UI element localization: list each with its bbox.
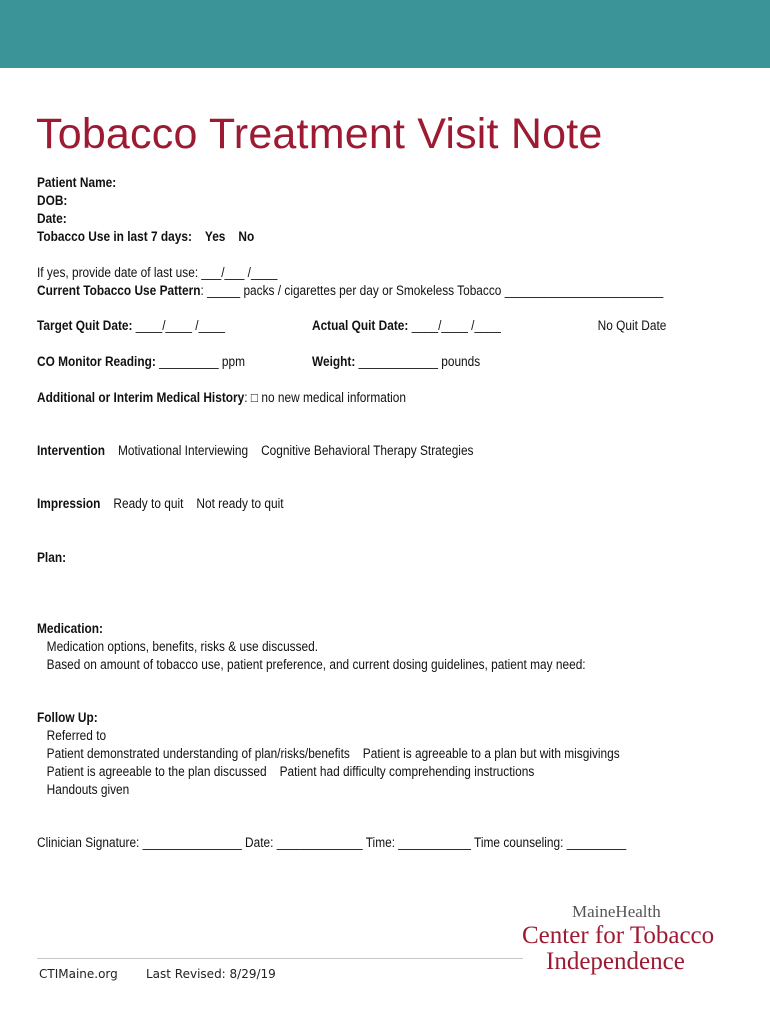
co-monitor-row — [37, 353, 245, 371]
followup-option-1 — [37, 727, 106, 745]
misgivings-label: Patient is agreeable to a plan but with misgivings — [362, 746, 620, 761]
agreeable-label: Patient is agreeable to the plan discussed — [46, 764, 267, 779]
mi-label: Motivational Interviewing — [117, 443, 249, 458]
target-quit-label: Target Quit Date: — [37, 318, 133, 333]
no-quit-date-row — [588, 317, 666, 335]
yes-label: Yes — [204, 229, 226, 244]
target-quit-blank: ____/____ /____ — [135, 318, 226, 333]
medical-history-text: : □ no new medical information — [244, 390, 406, 405]
dob-label: DOB: — [37, 193, 68, 208]
med-dosing-label: Based on amount of tobacco use, patient preference, and current dosing guidelines, patient may need: — [46, 657, 586, 672]
intervention-row — [37, 442, 473, 460]
intervention-label: Intervention — [37, 443, 105, 458]
logo-line1: Center for Tobacco — [522, 922, 715, 949]
target-quit-row — [37, 317, 225, 335]
signature-line: Clinician Signature: _______________ Date: _____________ Time: ___________ Time counseling: _________ — [37, 835, 627, 850]
med-options-label: Medication options, benefits, risks & use discussed. — [46, 639, 319, 654]
understanding-label: Patient demonstrated understanding of plan/risks/benefits — [46, 746, 350, 761]
last-use-line: If yes, provide date of last use: ___/___ /____ — [37, 265, 278, 280]
medication-option-2 — [37, 656, 586, 674]
pattern-label: Current Tobacco Use Pattern — [37, 283, 201, 298]
medical-history-row — [37, 389, 406, 407]
impression-label: Impression — [37, 496, 101, 511]
logo-line2: Independence — [546, 948, 685, 975]
plan-label: Plan: — [37, 550, 67, 565]
footer-website: CTIMaine.org — [39, 967, 118, 981]
followup-option-2 — [37, 745, 620, 763]
actual-quit-blank: ____/____ /____ — [411, 318, 501, 333]
no-label: No — [238, 229, 255, 244]
co-monitor-blank: _________ ppm — [159, 354, 245, 369]
impression-row — [37, 495, 284, 513]
actual-quit-row — [312, 317, 501, 335]
cbt-label: Cognitive Behavioral Therapy Strategies — [261, 443, 474, 458]
followup-label: Follow Up: — [37, 710, 98, 725]
ready-label: Ready to quit — [113, 496, 184, 511]
tobacco-use-row — [37, 228, 254, 246]
not-ready-label: Not ready to quit — [196, 496, 284, 511]
referred-label: Referred to — [46, 728, 107, 743]
page-title: Tobacco Treatment Visit Note — [36, 110, 603, 158]
co-monitor-label: CO Monitor Reading: — [37, 354, 156, 369]
weight-label: Weight: — [312, 354, 356, 369]
pattern-text: : _____ packs / cigarettes per day or Smokeless Tobacco ________________________ — [200, 283, 664, 298]
no-quit-date-label: No Quit Date — [597, 318, 667, 333]
weight-blank: ____________ pounds — [358, 354, 481, 369]
medication-option-1 — [37, 638, 318, 656]
header-bar — [0, 0, 770, 68]
medication-label: Medication: — [37, 621, 104, 636]
difficulty-label: Patient had difficulty comprehending instructions — [279, 764, 535, 779]
tobacco-use-label: Tobacco Use in last 7 days: — [37, 229, 192, 244]
patient-name-label: Patient Name: — [37, 175, 117, 190]
medical-history-label: Additional or Interim Medical History — [37, 390, 245, 405]
actual-quit-label: Actual Quit Date: — [312, 318, 409, 333]
followup-option-3 — [37, 763, 534, 781]
weight-row — [312, 353, 480, 371]
followup-option-4 — [37, 781, 129, 799]
date-label: Date: — [37, 211, 67, 226]
logo-org: MaineHealth — [572, 902, 661, 921]
footer-divider — [37, 958, 523, 959]
tobacco-pattern-row — [37, 282, 663, 300]
footer-revised: Last Revised: 8/29/19 — [146, 967, 276, 981]
handouts-label: Handouts given — [46, 782, 130, 797]
